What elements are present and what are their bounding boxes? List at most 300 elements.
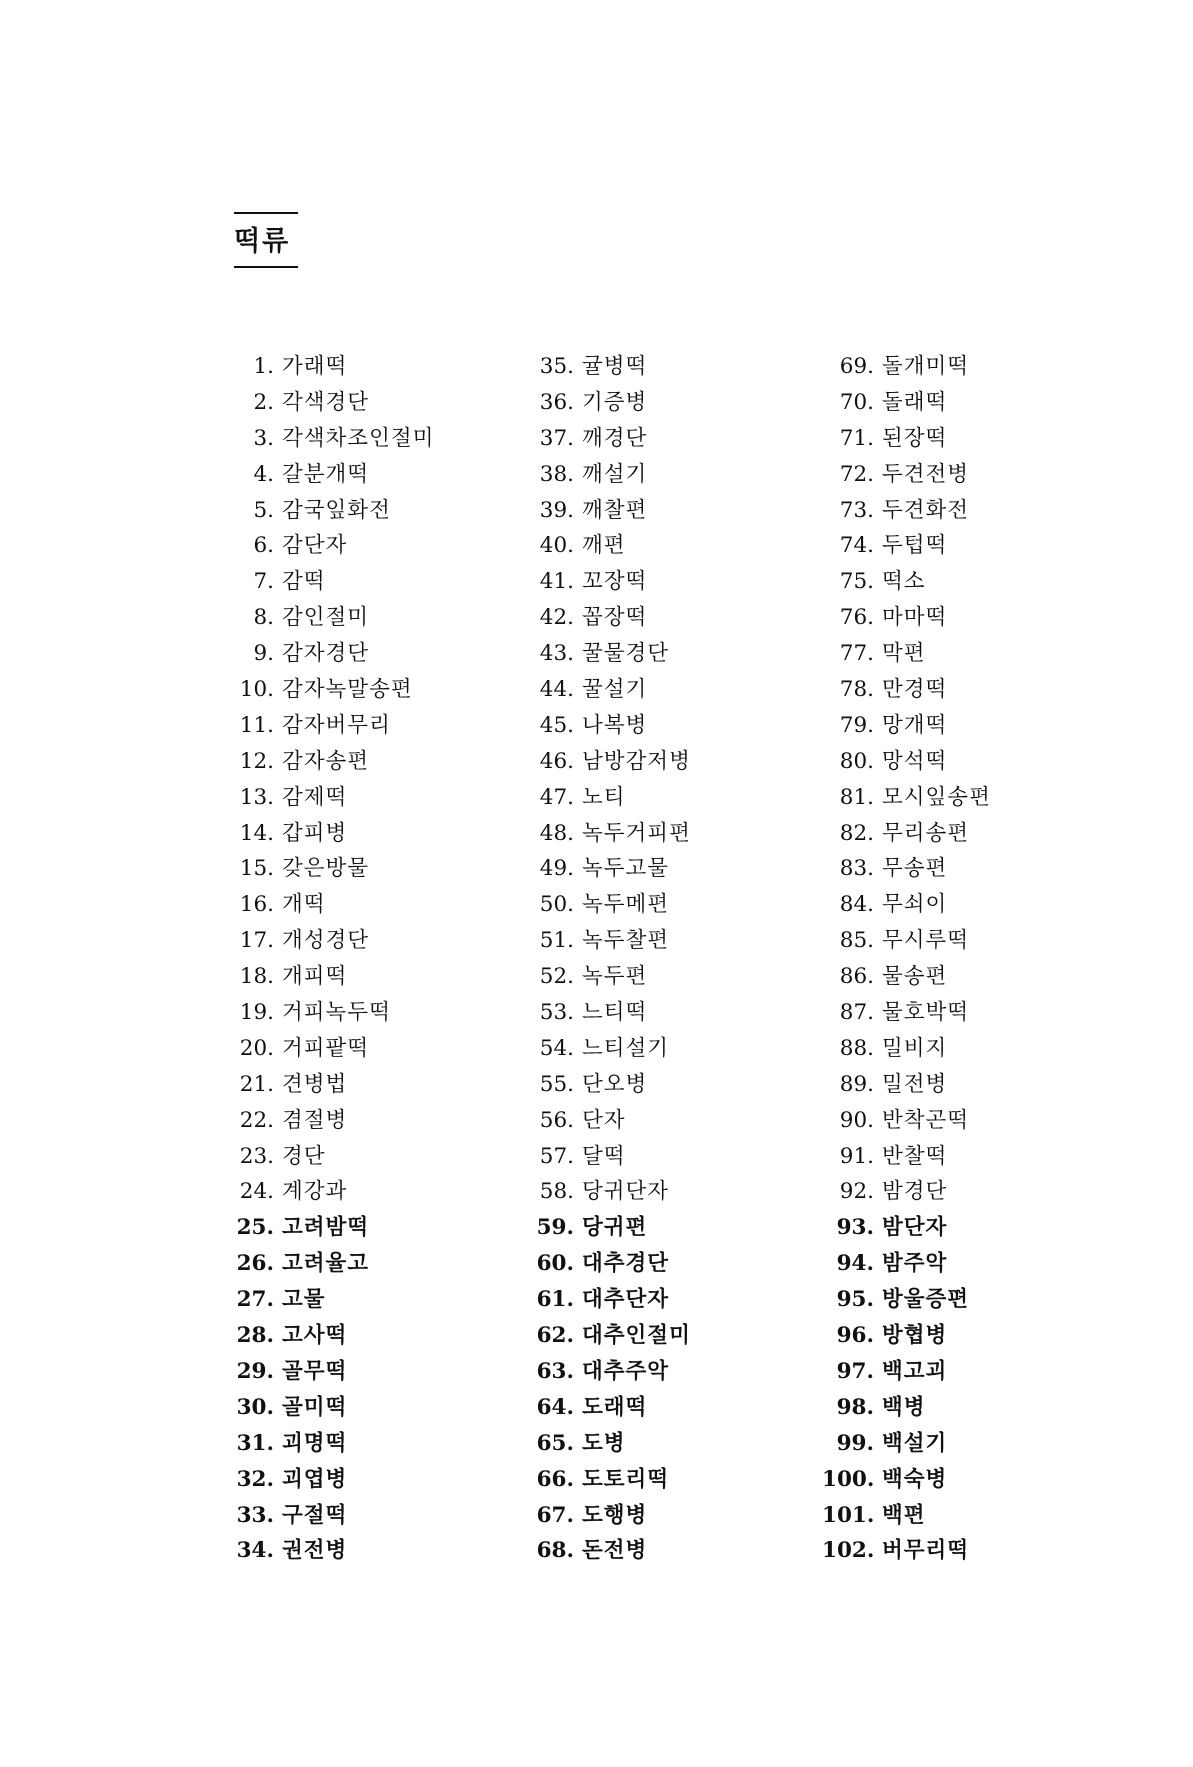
item-name: 대추인절미 (582, 1323, 691, 1349)
item-name: 골무떡 (282, 1358, 348, 1384)
item-name: 방울증편 (882, 1287, 970, 1313)
item-number: 36. (539, 389, 574, 415)
item-name: 감떡 (282, 569, 326, 595)
item-number: 95. (836, 1287, 874, 1313)
item-name: 감자녹말송편 (282, 677, 413, 703)
list-item (532, 887, 691, 923)
item-name: 대추단자 (582, 1287, 670, 1313)
item-number: 47. (539, 784, 574, 810)
item-name: 꼽장떡 (582, 605, 648, 631)
item-number: 74. (839, 533, 874, 559)
index-column-2 (532, 349, 691, 1569)
item-number: 97. (836, 1358, 874, 1384)
item-number: 96. (836, 1323, 874, 1349)
list-item (532, 349, 691, 385)
item-number: 17. (239, 928, 274, 954)
item-name: 떡소 (882, 569, 926, 595)
item-name: 방협병 (882, 1323, 948, 1349)
item-number: 37. (539, 425, 574, 451)
item-number: 26. (236, 1251, 274, 1277)
list-item (228, 564, 434, 600)
list-item (228, 923, 434, 959)
item-number: 12. (239, 748, 274, 774)
list-item (822, 995, 991, 1031)
item-number: 28. (236, 1323, 274, 1349)
list-item (228, 1210, 434, 1246)
item-name: 고물 (282, 1287, 326, 1313)
item-name: 견병법 (282, 1071, 348, 1097)
item-number: 33. (236, 1502, 274, 1528)
item-number: 71. (839, 425, 874, 451)
item-name: 깨편 (582, 533, 626, 559)
item-number: 1. (253, 354, 274, 379)
list-item (532, 923, 691, 959)
item-name: 녹두고물 (582, 856, 670, 882)
list-item (532, 1318, 691, 1354)
list-item (532, 744, 691, 780)
item-name: 감국잎화전 (282, 497, 391, 523)
item-name: 당귀단자 (582, 1179, 670, 1205)
item-number: 9. (253, 641, 274, 667)
item-number: 7. (253, 569, 274, 595)
list-item (532, 564, 691, 600)
list-item (822, 457, 991, 493)
item-name: 깨경단 (582, 425, 648, 451)
item-name: 꿀설기 (582, 677, 648, 703)
item-name: 겸절병 (282, 1107, 348, 1133)
item-number: 43. (539, 641, 574, 667)
item-name: 고사떡 (282, 1323, 348, 1349)
item-name: 대추주악 (582, 1358, 670, 1384)
item-name: 감자송편 (282, 748, 370, 774)
item-number: 72. (839, 461, 874, 487)
item-number: 94. (836, 1251, 874, 1277)
item-name: 무시루떡 (882, 928, 970, 954)
item-number: 18. (239, 964, 274, 990)
item-number: 89. (839, 1071, 874, 1097)
item-number: 42. (539, 605, 574, 631)
list-item (822, 672, 991, 708)
item-number: 76. (839, 605, 874, 631)
item-number: 56. (539, 1107, 574, 1133)
item-name: 모시잎송편 (882, 784, 991, 810)
page-title: 떡류 (234, 226, 291, 257)
item-name: 두견전병 (882, 461, 970, 487)
item-name: 갖은방물 (282, 856, 370, 882)
item-number: 80. (839, 748, 874, 774)
item-number: 64. (536, 1394, 574, 1420)
list-item (228, 672, 434, 708)
item-number: 3. (253, 425, 274, 451)
item-number: 81. (839, 784, 874, 810)
item-name: 감단자 (282, 533, 348, 559)
list-item (228, 1498, 434, 1534)
item-number: 63. (536, 1358, 574, 1384)
list-item (228, 636, 434, 672)
item-number: 13. (239, 784, 274, 810)
list-item (228, 1139, 434, 1175)
list-item (532, 1426, 691, 1462)
list-item (822, 349, 991, 385)
item-number: 55. (539, 1071, 574, 1097)
item-name: 감자경단 (282, 641, 370, 667)
item-number: 15. (239, 856, 274, 882)
item-name: 권전병 (282, 1538, 348, 1564)
list-item (822, 421, 991, 457)
item-name: 거피팥떡 (282, 1035, 370, 1061)
item-name: 계강과 (282, 1179, 348, 1205)
list-item (532, 672, 691, 708)
item-number: 22. (239, 1107, 274, 1133)
list-item (228, 457, 434, 493)
list-item (228, 887, 434, 923)
item-name: 대추경단 (582, 1251, 670, 1277)
list-item (228, 1426, 434, 1462)
item-name: 고려밤떡 (282, 1215, 370, 1241)
item-name: 갑피병 (282, 820, 348, 846)
item-number: 14. (239, 820, 274, 846)
item-number: 4. (253, 461, 274, 487)
item-number: 57. (539, 1143, 574, 1169)
list-item (532, 1246, 691, 1282)
item-name: 녹두거피편 (582, 820, 691, 846)
list-item (228, 744, 434, 780)
list-item (532, 1533, 691, 1569)
item-name: 개피떡 (282, 964, 348, 990)
item-number: 31. (236, 1430, 274, 1456)
item-number: 65. (536, 1430, 574, 1456)
item-name: 두견화전 (882, 497, 970, 523)
item-number: 59. (536, 1215, 574, 1241)
item-number: 48. (539, 820, 574, 846)
item-number: 34. (236, 1538, 274, 1564)
item-number: 73. (839, 497, 874, 523)
list-item (532, 851, 691, 887)
list-item (228, 1318, 434, 1354)
item-number: 100. (822, 1466, 875, 1492)
list-item (532, 1498, 691, 1534)
item-number: 52. (539, 964, 574, 990)
item-name: 백병 (882, 1394, 926, 1420)
item-number: 5. (253, 497, 274, 523)
list-item (532, 1390, 691, 1426)
item-name: 가래떡 (282, 354, 348, 379)
item-number: 66. (536, 1466, 574, 1492)
item-number: 8. (253, 605, 274, 631)
item-number: 27. (236, 1287, 274, 1313)
list-item (532, 1210, 691, 1246)
list-item (532, 385, 691, 421)
item-number: 88. (839, 1035, 874, 1061)
item-number: 101. (822, 1502, 875, 1528)
item-number: 87. (839, 1000, 874, 1026)
item-number: 98. (836, 1394, 874, 1420)
list-item (532, 636, 691, 672)
list-item (228, 493, 434, 529)
item-name: 당귀편 (582, 1215, 648, 1241)
item-name: 느티떡 (582, 1000, 648, 1026)
item-number: 51. (539, 928, 574, 954)
item-name: 깨설기 (582, 461, 648, 487)
item-number: 11. (239, 712, 274, 738)
item-name: 망석떡 (882, 748, 948, 774)
item-name: 고려율고 (282, 1251, 370, 1277)
item-number: 23. (239, 1143, 274, 1169)
heading-bottom-rule (234, 266, 298, 268)
item-number: 2. (253, 389, 274, 415)
item-number: 61. (536, 1287, 574, 1313)
item-number: 24. (239, 1179, 274, 1205)
list-item (228, 1533, 434, 1569)
item-number: 79. (839, 712, 874, 738)
list-item (822, 1390, 991, 1426)
list-item (228, 600, 434, 636)
item-number: 84. (839, 892, 874, 918)
item-name: 무쇠이 (882, 892, 948, 918)
page-heading (234, 212, 298, 268)
list-item (822, 780, 991, 816)
list-item (532, 457, 691, 493)
list-item (822, 528, 991, 564)
item-name: 경단 (282, 1143, 326, 1169)
item-name: 단오병 (582, 1071, 648, 1097)
item-name: 귤병떡 (582, 354, 648, 379)
item-name: 달떡 (582, 1143, 626, 1169)
list-item (822, 959, 991, 995)
item-name: 각색차조인절미 (282, 425, 435, 451)
item-number: 35. (539, 354, 574, 379)
item-name: 백숙병 (882, 1466, 948, 1492)
list-item (822, 1426, 991, 1462)
item-number: 10. (239, 677, 274, 703)
item-name: 갈분개떡 (282, 461, 370, 487)
item-name: 도토리떡 (582, 1466, 670, 1492)
list-item (822, 493, 991, 529)
item-number: 85. (839, 928, 874, 954)
item-name: 만경떡 (882, 677, 948, 703)
item-number: 20. (239, 1035, 274, 1061)
item-name: 물송편 (882, 964, 948, 990)
list-item (228, 1103, 434, 1139)
item-number: 75. (839, 569, 874, 595)
item-number: 78. (839, 677, 874, 703)
list-item (228, 1246, 434, 1282)
item-name: 백설기 (882, 1430, 948, 1456)
list-item (228, 1354, 434, 1390)
item-number: 90. (839, 1107, 874, 1133)
item-number: 45. (539, 712, 574, 738)
list-item (822, 744, 991, 780)
list-item (532, 816, 691, 852)
item-name: 도행병 (582, 1502, 648, 1528)
item-number: 39. (539, 497, 574, 523)
item-number: 86. (839, 964, 874, 990)
list-item (822, 816, 991, 852)
list-item (228, 1462, 434, 1498)
list-item (532, 780, 691, 816)
item-number: 46. (539, 748, 574, 774)
item-name: 밤주악 (882, 1251, 948, 1277)
item-name: 단자 (582, 1107, 626, 1133)
item-name: 남방감저병 (582, 748, 691, 774)
item-number: 41. (539, 569, 574, 595)
list-item (532, 1462, 691, 1498)
list-item (228, 1031, 434, 1067)
list-item (532, 708, 691, 744)
list-item (822, 708, 991, 744)
item-name: 버무리떡 (882, 1538, 970, 1564)
item-number: 30. (236, 1394, 274, 1420)
list-item (532, 528, 691, 564)
list-item (228, 421, 434, 457)
item-number: 62. (536, 1323, 574, 1349)
list-item (822, 1067, 991, 1103)
item-name: 돈전병 (582, 1538, 648, 1564)
item-name: 밀비지 (882, 1035, 948, 1061)
item-number: 49. (539, 856, 574, 882)
item-number: 58. (539, 1179, 574, 1205)
list-item (822, 1282, 991, 1318)
item-number: 60. (536, 1251, 574, 1277)
item-number: 102. (822, 1538, 875, 1564)
item-name: 망개떡 (882, 712, 948, 738)
item-number: 91. (839, 1143, 874, 1169)
list-item (532, 1067, 691, 1103)
item-name: 골미떡 (282, 1394, 348, 1420)
item-number: 93. (836, 1215, 874, 1241)
item-name: 깨찰편 (582, 497, 648, 523)
item-number: 83. (839, 856, 874, 882)
list-item (822, 1354, 991, 1390)
item-name: 밀전병 (882, 1071, 948, 1097)
item-name: 무송편 (882, 856, 948, 882)
item-name: 된장떡 (882, 425, 948, 451)
item-number: 21. (239, 1071, 274, 1097)
list-item (822, 564, 991, 600)
list-item (822, 1318, 991, 1354)
item-number: 32. (236, 1466, 274, 1492)
item-name: 두텁떡 (882, 533, 948, 559)
item-name: 막편 (882, 641, 926, 667)
list-item (532, 1282, 691, 1318)
list-item (532, 1031, 691, 1067)
item-name: 느티설기 (582, 1035, 670, 1061)
item-number: 53. (539, 1000, 574, 1026)
item-number: 16. (239, 892, 274, 918)
list-item (822, 1533, 991, 1569)
item-name: 나복병 (582, 712, 648, 738)
item-number: 19. (239, 1000, 274, 1026)
list-item (822, 1139, 991, 1175)
list-item (822, 636, 991, 672)
item-number: 54. (539, 1035, 574, 1061)
list-item (822, 1103, 991, 1139)
item-number: 82. (839, 820, 874, 846)
item-name: 백고괴 (882, 1358, 948, 1384)
item-name: 각색경단 (282, 389, 370, 415)
item-name: 개떡 (282, 892, 326, 918)
item-number: 40. (539, 533, 574, 559)
item-name: 밤단자 (882, 1215, 948, 1241)
item-name: 반착곤떡 (882, 1107, 970, 1133)
list-item (228, 708, 434, 744)
list-item (822, 887, 991, 923)
list-item (822, 1498, 991, 1534)
item-name: 녹두편 (582, 964, 648, 990)
item-name: 구절떡 (282, 1502, 348, 1528)
list-item (228, 1282, 434, 1318)
list-item (532, 1139, 691, 1175)
item-number: 44. (539, 677, 574, 703)
item-name: 괴명떡 (282, 1430, 348, 1456)
item-name: 녹두메편 (582, 892, 670, 918)
item-name: 괴엽병 (282, 1466, 348, 1492)
list-item (822, 1210, 991, 1246)
list-item (228, 851, 434, 887)
item-number: 77. (839, 641, 874, 667)
item-name: 감제떡 (282, 784, 348, 810)
item-name: 돌개미떡 (882, 354, 970, 379)
list-item (228, 1174, 434, 1210)
item-number: 69. (839, 354, 874, 379)
list-item (228, 816, 434, 852)
list-item (822, 600, 991, 636)
list-item (228, 528, 434, 564)
list-item (532, 1174, 691, 1210)
list-item (532, 421, 691, 457)
list-item (822, 385, 991, 421)
item-name: 꿀물경단 (582, 641, 670, 667)
item-name: 반찰떡 (882, 1143, 948, 1169)
item-name: 거피녹두떡 (282, 1000, 391, 1026)
item-name: 도병 (582, 1430, 626, 1456)
item-name: 물호박떡 (882, 1000, 970, 1026)
index-column-3 (822, 349, 991, 1569)
item-number: 25. (236, 1215, 274, 1241)
list-item (822, 1462, 991, 1498)
item-name: 돌래떡 (882, 389, 948, 415)
list-item (822, 1246, 991, 1282)
list-item (532, 1354, 691, 1390)
list-item (228, 385, 434, 421)
item-number: 50. (539, 892, 574, 918)
item-number: 6. (253, 533, 274, 559)
item-name: 도래떡 (582, 1394, 648, 1420)
item-name: 밤경단 (882, 1179, 948, 1205)
item-number: 68. (536, 1538, 574, 1564)
item-name: 노티 (582, 784, 626, 810)
list-item (228, 1067, 434, 1103)
list-item (822, 923, 991, 959)
item-number: 99. (836, 1430, 874, 1456)
list-item (532, 959, 691, 995)
item-number: 29. (236, 1358, 274, 1384)
item-name: 감인절미 (282, 605, 370, 631)
list-item (228, 349, 434, 385)
list-item (532, 995, 691, 1031)
item-number: 70. (839, 389, 874, 415)
list-item (532, 1103, 691, 1139)
item-name: 마마떡 (882, 605, 948, 631)
list-item (228, 780, 434, 816)
index-column-1 (228, 349, 434, 1569)
item-number: 92. (839, 1179, 874, 1205)
item-name: 감자버무리 (282, 712, 391, 738)
item-name: 개성경단 (282, 928, 370, 954)
item-name: 녹두찰편 (582, 928, 670, 954)
list-item (532, 600, 691, 636)
item-number: 67. (536, 1502, 574, 1528)
